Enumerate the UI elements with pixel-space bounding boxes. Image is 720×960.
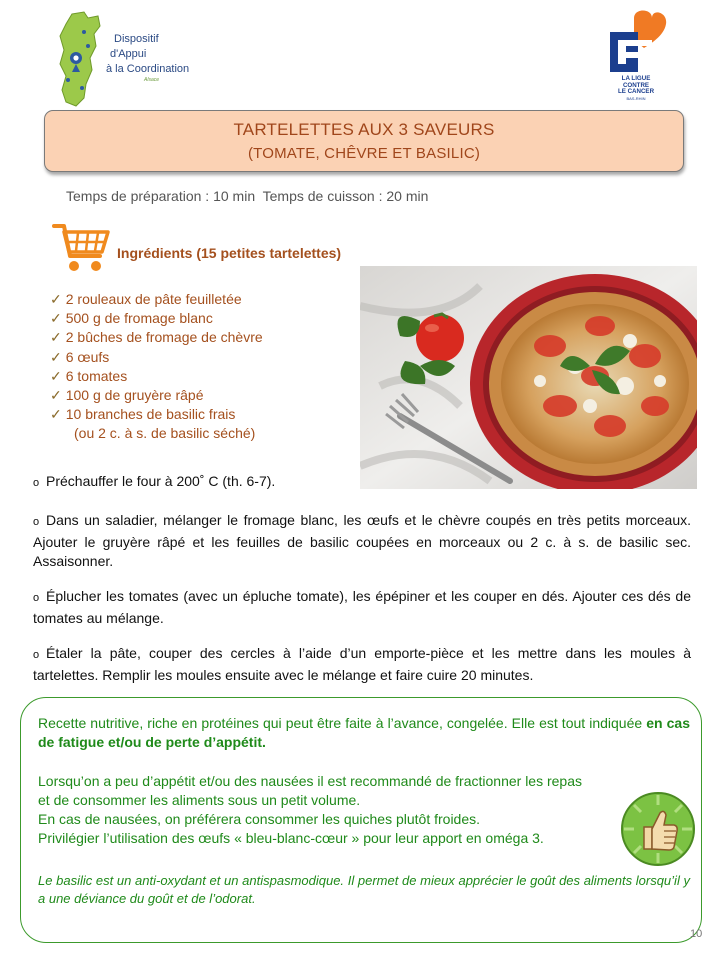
check-icon: ✓ [50,387,62,404]
tip-2-line: En cas de nausées, on préférera consommer les quiches plutôt froides. [38,811,481,827]
step-4 [33,644,691,685]
recipe-subtitle: (TOMATE, CHÊVRE ET BASILIC) [247,145,481,162]
check-icon: ✓ [50,329,62,346]
ligue-line1: LA LIGUE [621,75,651,82]
step-2 [33,511,691,572]
dac-logo-tagline: Alsace [144,77,160,83]
alsace-map-icon [54,10,114,110]
bullet-icon: o [33,649,40,661]
bullet-icon: o [33,477,40,489]
tip-2-line: et de consommer les aliments sous un petit volume. [38,792,361,808]
tip-2-line: Privilégier l’utilisation des œufs « bleu-blanc-cœur » pour leur apport en oméga 3. [38,830,544,846]
step-3-text: Éplucher les tomates (avec un épluche tomate), les épépiner et les couper en dés. Ajouter ces dés de tomates au mélange. [33,588,691,626]
dac-logo-line1: Dispositif [114,33,159,45]
ligue-logo [604,10,668,102]
ligue-line2: CONTRE [622,81,650,89]
check-icon: ✓ [50,291,62,307]
bullet-icon: o [33,592,40,604]
dac-logo [54,10,204,110]
ingredient-item: ✓ 2 rouleaux de pâte feuilletée [50,291,242,307]
tip-paragraph-3: Le basilic est un anti-oxydant et un antispasmodique. Il permet de mieux apprécier le goût des aliments lorsqu’il y a une déviance du goût et de l’odorat. [38,873,690,906]
ingredient-item: ✓ 10 branches de basilic frais [50,406,236,423]
dac-logo-line2: d'Appui [110,48,147,60]
step-1-text: Préchauffer le four à 200˚ C (th. 6-7). [46,473,276,489]
ingredient-item: ✓ 6 tomates [50,367,128,384]
tart-photo [360,266,697,489]
step-3 [33,587,691,628]
ligue-logo-text [604,76,668,102]
step-2-text: Dans un saladier, mélanger le fromage blanc, les œufs et le chèvre coupés en très petits morceaux. Ajouter le gruyère râpé et les feuilles de basilic coupées en morceaux ou 2 c. à s. de basilic sec. Assaisonner. [33,512,691,569]
shopping-cart-icon [52,220,110,276]
dac-logo-line3: à la Coordination [106,63,190,75]
recipe-title: TARTELETTES AUX 3 SAVEURS [233,120,495,139]
page-number: 10 [690,928,703,940]
step-4-text: Étaler la pâte, couper des cercles à l’aide d’un emporte-pièce et les mettre dans les moules à tartelettes. Remplir les moules ensuite avec le mélange et faire cuire 20 minutes. [33,645,691,683]
ingredients-note: (ou 2 c. à s. de basilic séché) [74,425,256,441]
check-icon: ✓ [50,406,62,423]
ingredients-list [50,290,263,424]
ingredient-item: ✓ 100 g de gruyère râpé [50,387,204,404]
ligue-contre-le-cancer-logo [604,10,668,76]
ligue-line4: BAS-RHIN [626,95,646,101]
thumbs-up-icon [620,791,696,867]
ingredient-item: ✓ 2 bûches de fromage de chèvre [50,329,263,346]
tip-1-bold: en cas de fatigue et/ou de perte d’appétit. [38,715,690,750]
check-icon: ✓ [50,348,62,365]
ingredients-heading: Ingrédients (15 petites tartelettes) [117,245,342,261]
preparation-times: Temps de préparation : 10 min Temps de cuisson : 20 min [66,188,429,204]
tip-paragraph-2 [38,772,638,848]
ligue-line3: LE CANCER [617,88,655,95]
tip-2-line: Lorsqu’on a peu d’appétit et/ou des nausées il est recommandé de fractionner les repas [38,773,583,789]
tip-1-text: Recette nutritive, riche en protéines qui peut être faite à l’avance, congelée. Elle est tout indiquée [38,715,647,731]
bullet-icon: o [33,516,40,528]
tip-paragraph-1 [38,714,690,752]
step-1 [33,472,353,494]
recipe-title-banner [44,110,684,172]
check-icon: ✓ [50,310,62,327]
ingredient-item: ✓ 500 g de fromage blanc [50,310,213,327]
ingredient-item: ✓ 6 œufs [50,348,110,365]
check-icon: ✓ [50,367,62,384]
